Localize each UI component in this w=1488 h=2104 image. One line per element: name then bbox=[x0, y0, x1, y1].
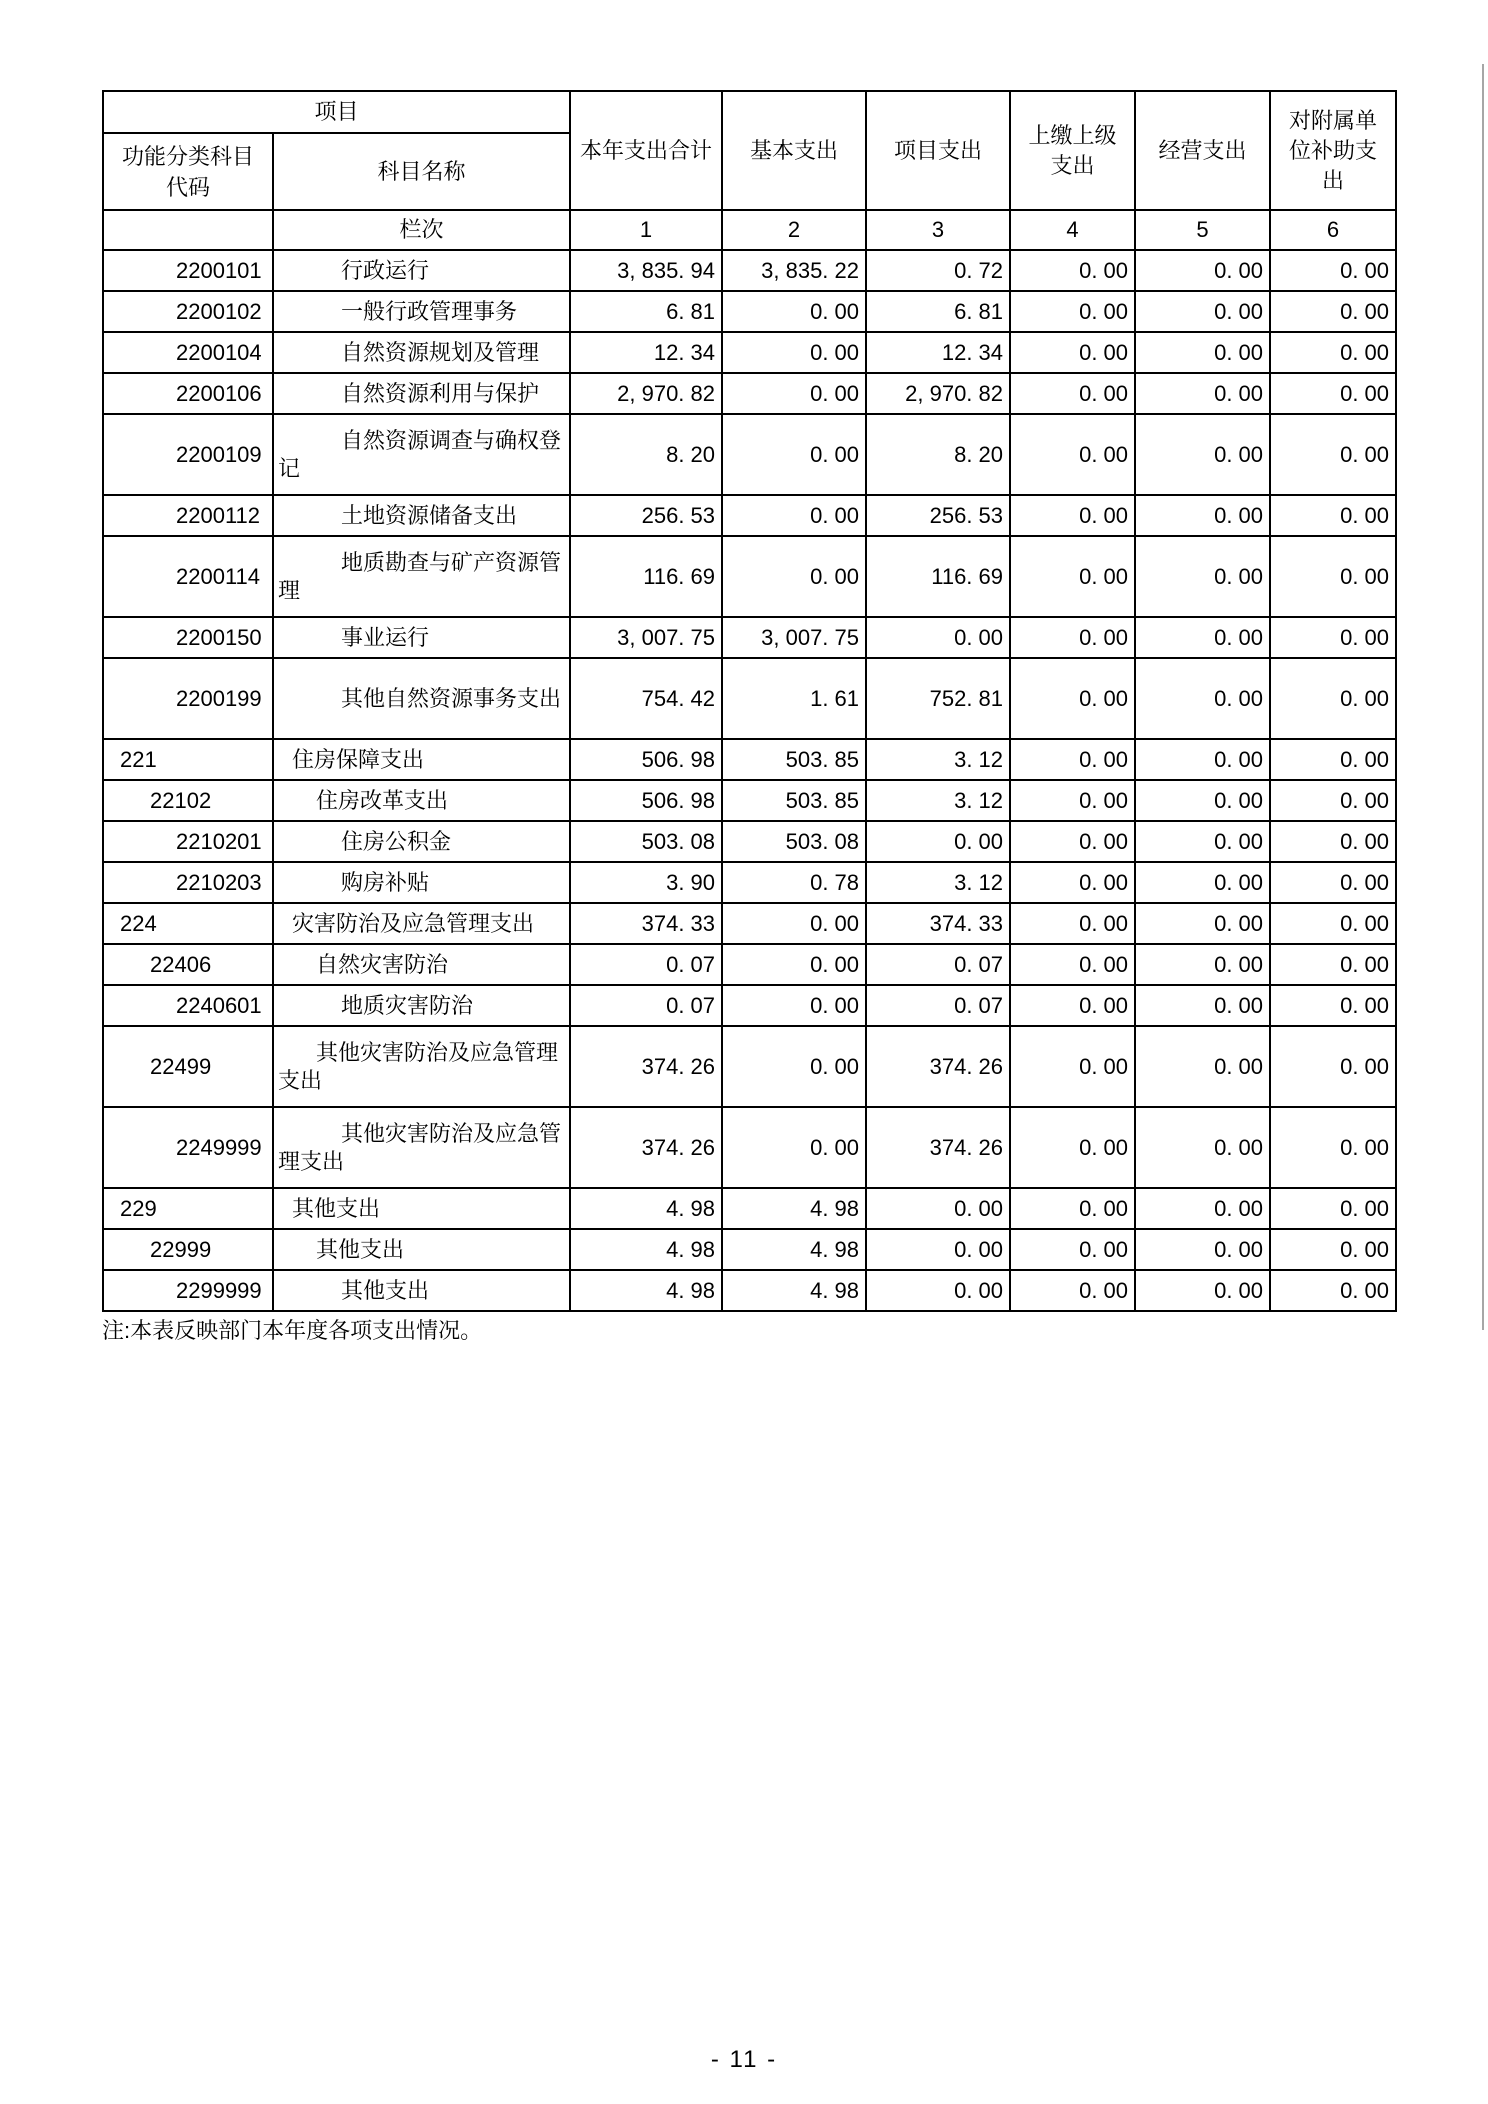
name-cell: 其他支出 bbox=[273, 1270, 570, 1311]
value-cell-basic: 0. 00 bbox=[722, 291, 866, 332]
name-cell: 自然资源规划及管理 bbox=[273, 332, 570, 373]
value-cell-project: 8. 20 bbox=[866, 414, 1010, 495]
table-row bbox=[103, 739, 1396, 780]
name-cell: 自然灾害防治 bbox=[273, 944, 570, 985]
value-cell-total: 0. 07 bbox=[570, 944, 722, 985]
value-cell-operating: 0. 00 bbox=[1135, 985, 1270, 1026]
value-cell-operating: 0. 00 bbox=[1135, 1188, 1270, 1229]
column-index-6: 6 bbox=[1270, 210, 1396, 250]
value-cell-upturned: 0. 00 bbox=[1010, 780, 1135, 821]
column-index-2: 2 bbox=[722, 210, 866, 250]
table-footnote: 注:本表反映部门本年度各项支出情况。 bbox=[102, 1318, 483, 1343]
table-row bbox=[103, 944, 1396, 985]
value-cell-total: 503. 08 bbox=[570, 821, 722, 862]
header-row-1 bbox=[103, 91, 1396, 133]
value-cell-operating: 0. 00 bbox=[1135, 414, 1270, 495]
code-cell: 2200112 bbox=[103, 495, 273, 536]
page-edge-scan-line bbox=[1482, 64, 1484, 1330]
value-cell-subsidy: 0. 00 bbox=[1270, 1026, 1396, 1107]
value-cell-subsidy: 0. 00 bbox=[1270, 250, 1396, 291]
value-cell-project: 374. 26 bbox=[866, 1107, 1010, 1188]
value-cell-total: 6. 81 bbox=[570, 291, 722, 332]
value-cell-subsidy: 0. 00 bbox=[1270, 862, 1396, 903]
value-cell-basic: 1. 61 bbox=[722, 658, 866, 739]
value-cell-basic: 4. 98 bbox=[722, 1188, 866, 1229]
table-row bbox=[103, 536, 1396, 617]
code-cell: 2200106 bbox=[103, 373, 273, 414]
table-row bbox=[103, 414, 1396, 495]
code-cell: 2200101 bbox=[103, 250, 273, 291]
value-cell-basic: 503. 08 bbox=[722, 821, 866, 862]
name-cell: 其他灾害防治及应急管理支出 bbox=[273, 1107, 570, 1188]
value-cell-project: 0. 07 bbox=[866, 985, 1010, 1026]
value-cell-project: 374. 26 bbox=[866, 1026, 1010, 1107]
table-row bbox=[103, 373, 1396, 414]
value-cell-operating: 0. 00 bbox=[1135, 862, 1270, 903]
value-cell-basic: 0. 00 bbox=[722, 1026, 866, 1107]
value-cell-subsidy: 0. 00 bbox=[1270, 1229, 1396, 1270]
column-index-empty-cell bbox=[103, 210, 273, 250]
value-cell-upturned: 0. 00 bbox=[1010, 658, 1135, 739]
header-total-expenditure: 本年支出合计 bbox=[570, 91, 722, 210]
value-cell-project: 3. 12 bbox=[866, 862, 1010, 903]
value-cell-upturned: 0. 00 bbox=[1010, 1229, 1135, 1270]
value-cell-upturned: 0. 00 bbox=[1010, 985, 1135, 1026]
name-cell: 自然资源调查与确权登记 bbox=[273, 414, 570, 495]
code-cell: 22406 bbox=[103, 944, 273, 985]
value-cell-total: 506. 98 bbox=[570, 780, 722, 821]
expenditure-table-body bbox=[103, 91, 1396, 1311]
table-row bbox=[103, 1229, 1396, 1270]
code-cell: 229 bbox=[103, 1188, 273, 1229]
value-cell-operating: 0. 00 bbox=[1135, 739, 1270, 780]
code-cell: 2210201 bbox=[103, 821, 273, 862]
value-cell-upturned: 0. 00 bbox=[1010, 291, 1135, 332]
value-cell-total: 374. 26 bbox=[570, 1107, 722, 1188]
header-upturned-expenditure: 上缴上级支出 bbox=[1010, 91, 1135, 210]
value-cell-project: 2, 970. 82 bbox=[866, 373, 1010, 414]
value-cell-project: 3. 12 bbox=[866, 739, 1010, 780]
name-cell: 住房公积金 bbox=[273, 821, 570, 862]
value-cell-operating: 0. 00 bbox=[1135, 944, 1270, 985]
name-cell: 事业运行 bbox=[273, 617, 570, 658]
value-cell-upturned: 0. 00 bbox=[1010, 1107, 1135, 1188]
table-row bbox=[103, 495, 1396, 536]
value-cell-subsidy: 0. 00 bbox=[1270, 291, 1396, 332]
table-row bbox=[103, 291, 1396, 332]
name-cell: 地质灾害防治 bbox=[273, 985, 570, 1026]
value-cell-total: 116. 69 bbox=[570, 536, 722, 617]
table-row bbox=[103, 903, 1396, 944]
name-cell: 其他灾害防治及应急管理支出 bbox=[273, 1026, 570, 1107]
value-cell-basic: 3, 835. 22 bbox=[722, 250, 866, 291]
value-cell-project: 0. 00 bbox=[866, 1188, 1010, 1229]
value-cell-upturned: 0. 00 bbox=[1010, 1188, 1135, 1229]
name-cell: 土地资源储备支出 bbox=[273, 495, 570, 536]
value-cell-basic: 0. 00 bbox=[722, 536, 866, 617]
value-cell-total: 3, 007. 75 bbox=[570, 617, 722, 658]
value-cell-project: 0. 00 bbox=[866, 1229, 1010, 1270]
name-cell: 其他支出 bbox=[273, 1229, 570, 1270]
name-cell: 灾害防治及应急管理支出 bbox=[273, 903, 570, 944]
value-cell-total: 3, 835. 94 bbox=[570, 250, 722, 291]
value-cell-total: 0. 07 bbox=[570, 985, 722, 1026]
name-cell: 其他支出 bbox=[273, 1188, 570, 1229]
value-cell-operating: 0. 00 bbox=[1135, 536, 1270, 617]
value-cell-operating: 0. 00 bbox=[1135, 658, 1270, 739]
table-row bbox=[103, 1107, 1396, 1188]
value-cell-subsidy: 0. 00 bbox=[1270, 944, 1396, 985]
code-cell: 2249999 bbox=[103, 1107, 273, 1188]
value-cell-basic: 0. 00 bbox=[722, 332, 866, 373]
header-subsidy-expenditure: 对附属单位补助支出 bbox=[1270, 91, 1396, 210]
column-index-5: 5 bbox=[1135, 210, 1270, 250]
name-cell: 自然资源利用与保护 bbox=[273, 373, 570, 414]
value-cell-upturned: 0. 00 bbox=[1010, 332, 1135, 373]
value-cell-operating: 0. 00 bbox=[1135, 495, 1270, 536]
value-cell-subsidy: 0. 00 bbox=[1270, 373, 1396, 414]
value-cell-operating: 0. 00 bbox=[1135, 1229, 1270, 1270]
value-cell-subsidy: 0. 00 bbox=[1270, 903, 1396, 944]
header-basic-expenditure: 基本支出 bbox=[722, 91, 866, 210]
code-cell: 2200109 bbox=[103, 414, 273, 495]
code-cell: 224 bbox=[103, 903, 273, 944]
code-cell: 22499 bbox=[103, 1026, 273, 1107]
value-cell-upturned: 0. 00 bbox=[1010, 495, 1135, 536]
value-cell-basic: 0. 00 bbox=[722, 985, 866, 1026]
value-cell-operating: 0. 00 bbox=[1135, 821, 1270, 862]
code-cell: 2200150 bbox=[103, 617, 273, 658]
expenditure-table-section bbox=[102, 90, 1395, 1345]
table-row bbox=[103, 1188, 1396, 1229]
value-cell-total: 12. 34 bbox=[570, 332, 722, 373]
code-cell: 2299999 bbox=[103, 1270, 273, 1311]
header-project-expenditure: 项目支出 bbox=[866, 91, 1010, 210]
value-cell-upturned: 0. 00 bbox=[1010, 250, 1135, 291]
value-cell-upturned: 0. 00 bbox=[1010, 617, 1135, 658]
code-cell: 2200199 bbox=[103, 658, 273, 739]
column-index-row bbox=[103, 210, 1396, 250]
table-row bbox=[103, 617, 1396, 658]
value-cell-operating: 0. 00 bbox=[1135, 780, 1270, 821]
name-cell: 地质勘查与矿产资源管理 bbox=[273, 536, 570, 617]
value-cell-upturned: 0. 00 bbox=[1010, 373, 1135, 414]
value-cell-project: 0. 00 bbox=[866, 617, 1010, 658]
value-cell-basic: 0. 00 bbox=[722, 944, 866, 985]
value-cell-basic: 0. 00 bbox=[722, 903, 866, 944]
table-row bbox=[103, 250, 1396, 291]
value-cell-project: 752. 81 bbox=[866, 658, 1010, 739]
value-cell-upturned: 0. 00 bbox=[1010, 944, 1135, 985]
value-cell-subsidy: 0. 00 bbox=[1270, 739, 1396, 780]
value-cell-operating: 0. 00 bbox=[1135, 373, 1270, 414]
value-cell-total: 4. 98 bbox=[570, 1229, 722, 1270]
value-cell-upturned: 0. 00 bbox=[1010, 1270, 1135, 1311]
code-cell: 221 bbox=[103, 739, 273, 780]
table-row bbox=[103, 332, 1396, 373]
value-cell-total: 374. 33 bbox=[570, 903, 722, 944]
value-cell-project: 0. 00 bbox=[866, 1270, 1010, 1311]
name-cell: 住房保障支出 bbox=[273, 739, 570, 780]
name-cell: 其他自然资源事务支出 bbox=[273, 658, 570, 739]
value-cell-project: 6. 81 bbox=[866, 291, 1010, 332]
value-cell-operating: 0. 00 bbox=[1135, 1107, 1270, 1188]
value-cell-operating: 0. 00 bbox=[1135, 1270, 1270, 1311]
code-cell: 2200102 bbox=[103, 291, 273, 332]
value-cell-upturned: 0. 00 bbox=[1010, 821, 1135, 862]
name-cell: 行政运行 bbox=[273, 250, 570, 291]
value-cell-subsidy: 0. 00 bbox=[1270, 1270, 1396, 1311]
value-cell-operating: 0. 00 bbox=[1135, 903, 1270, 944]
value-cell-basic: 0. 78 bbox=[722, 862, 866, 903]
code-cell: 2240601 bbox=[103, 985, 273, 1026]
value-cell-total: 256. 53 bbox=[570, 495, 722, 536]
value-cell-basic: 0. 00 bbox=[722, 495, 866, 536]
value-cell-operating: 0. 00 bbox=[1135, 250, 1270, 291]
value-cell-total: 2, 970. 82 bbox=[570, 373, 722, 414]
value-cell-upturned: 0. 00 bbox=[1010, 862, 1135, 903]
table-row bbox=[103, 1026, 1396, 1107]
value-cell-subsidy: 0. 00 bbox=[1270, 495, 1396, 536]
value-cell-upturned: 0. 00 bbox=[1010, 1026, 1135, 1107]
value-cell-basic: 3, 007. 75 bbox=[722, 617, 866, 658]
value-cell-subsidy: 0. 00 bbox=[1270, 780, 1396, 821]
table-row bbox=[103, 658, 1396, 739]
value-cell-basic: 503. 85 bbox=[722, 780, 866, 821]
value-cell-total: 4. 98 bbox=[570, 1270, 722, 1311]
table-row bbox=[103, 780, 1396, 821]
name-cell: 一般行政管理事务 bbox=[273, 291, 570, 332]
value-cell-upturned: 0. 00 bbox=[1010, 414, 1135, 495]
value-cell-subsidy: 0. 00 bbox=[1270, 1188, 1396, 1229]
code-cell: 2200114 bbox=[103, 536, 273, 617]
value-cell-subsidy: 0. 00 bbox=[1270, 617, 1396, 658]
name-cell: 住房改革支出 bbox=[273, 780, 570, 821]
value-cell-project: 0. 72 bbox=[866, 250, 1010, 291]
value-cell-project: 0. 00 bbox=[866, 821, 1010, 862]
table-row bbox=[103, 862, 1396, 903]
value-cell-total: 8. 20 bbox=[570, 414, 722, 495]
value-cell-basic: 503. 85 bbox=[722, 739, 866, 780]
value-cell-basic: 0. 00 bbox=[722, 1107, 866, 1188]
table-row bbox=[103, 821, 1396, 862]
table-row bbox=[103, 985, 1396, 1026]
value-cell-operating: 0. 00 bbox=[1135, 1026, 1270, 1107]
value-cell-total: 374. 26 bbox=[570, 1026, 722, 1107]
header-operating-expenditure: 经营支出 bbox=[1135, 91, 1270, 210]
column-index-4: 4 bbox=[1010, 210, 1135, 250]
value-cell-subsidy: 0. 00 bbox=[1270, 985, 1396, 1026]
column-index-3: 3 bbox=[866, 210, 1010, 250]
value-cell-subsidy: 0. 00 bbox=[1270, 414, 1396, 495]
header-subject-name: 科目名称 bbox=[273, 133, 570, 210]
value-cell-project: 3. 12 bbox=[866, 780, 1010, 821]
value-cell-total: 3. 90 bbox=[570, 862, 722, 903]
value-cell-operating: 0. 00 bbox=[1135, 332, 1270, 373]
header-group-project: 项目 bbox=[103, 91, 570, 133]
header-function-code: 功能分类科目代码 bbox=[103, 133, 273, 210]
value-cell-total: 4. 98 bbox=[570, 1188, 722, 1229]
value-cell-operating: 0. 00 bbox=[1135, 617, 1270, 658]
value-cell-basic: 0. 00 bbox=[722, 373, 866, 414]
value-cell-project: 116. 69 bbox=[866, 536, 1010, 617]
code-cell: 22102 bbox=[103, 780, 273, 821]
page-number: - 11 - bbox=[710, 2046, 778, 2073]
value-cell-subsidy: 0. 00 bbox=[1270, 332, 1396, 373]
table-row bbox=[103, 1270, 1396, 1311]
value-cell-subsidy: 0. 00 bbox=[1270, 821, 1396, 862]
value-cell-project: 256. 53 bbox=[866, 495, 1010, 536]
value-cell-subsidy: 0. 00 bbox=[1270, 536, 1396, 617]
value-cell-total: 506. 98 bbox=[570, 739, 722, 780]
value-cell-basic: 4. 98 bbox=[722, 1270, 866, 1311]
value-cell-total: 754. 42 bbox=[570, 658, 722, 739]
value-cell-subsidy: 0. 00 bbox=[1270, 658, 1396, 739]
code-cell: 2210203 bbox=[103, 862, 273, 903]
value-cell-basic: 4. 98 bbox=[722, 1229, 866, 1270]
value-cell-project: 374. 33 bbox=[866, 903, 1010, 944]
name-cell: 购房补贴 bbox=[273, 862, 570, 903]
value-cell-project: 12. 34 bbox=[866, 332, 1010, 373]
value-cell-operating: 0. 00 bbox=[1135, 291, 1270, 332]
value-cell-upturned: 0. 00 bbox=[1010, 903, 1135, 944]
value-cell-subsidy: 0. 00 bbox=[1270, 1107, 1396, 1188]
code-cell: 22999 bbox=[103, 1229, 273, 1270]
code-cell: 2200104 bbox=[103, 332, 273, 373]
column-index-label: 栏次 bbox=[273, 210, 570, 250]
value-cell-upturned: 0. 00 bbox=[1010, 536, 1135, 617]
value-cell-basic: 0. 00 bbox=[722, 414, 866, 495]
column-index-1: 1 bbox=[570, 210, 722, 250]
value-cell-upturned: 0. 00 bbox=[1010, 739, 1135, 780]
expenditure-table bbox=[102, 90, 1397, 1312]
value-cell-project: 0. 07 bbox=[866, 944, 1010, 985]
